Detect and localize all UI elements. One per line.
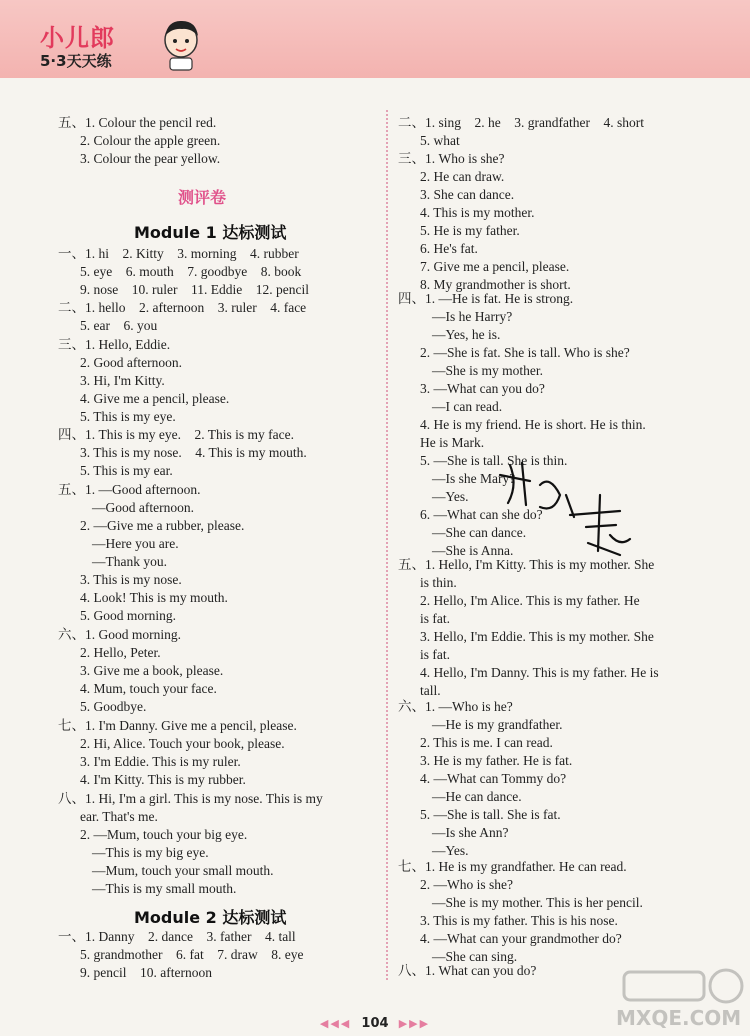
column-divider (386, 110, 388, 980)
answer-left-line: 5. This is my eye. (80, 409, 176, 424)
answer-right-line: —Is she Ann? (432, 825, 509, 840)
answer-right-line: —She can dance. (432, 525, 527, 540)
answer-right-line: 5. —She is tall. She is fat. (420, 807, 561, 822)
answer-right-line: 2. He can draw. (420, 169, 505, 184)
answer-right-line: —She is Anna. (432, 543, 514, 558)
answer-right-line: tall. (420, 683, 441, 698)
answer-left-line: 4. Mum, touch your face. (80, 681, 217, 696)
answer-left-line: 七、1. I'm Danny. Give me a pencil, please. (58, 718, 297, 733)
answer-right-line: 5. He is my father. (420, 223, 520, 238)
answer-left-line: 3. Hi, I'm Kitty. (80, 373, 165, 388)
answer-left-line: 5. This is my ear. (80, 463, 173, 478)
answer-right-line: —Yes. (432, 843, 469, 858)
answer-right-line: 3. —What can you do? (420, 381, 545, 396)
answer-left-line: —Mum, touch your small mouth. (92, 863, 274, 878)
answer-right-line: 2. —She is fat. She is tall. Who is she? (420, 345, 630, 360)
answer-right-line: —She is my mother. This is her pencil. (432, 895, 643, 910)
page-number: 104 (361, 1016, 389, 1031)
answer-right-line: 2. Hello, I'm Alice. This is my father. He (420, 593, 640, 608)
answer-left-line: 一、1. Danny 2. dance 3. father 4. tall (58, 929, 296, 944)
answer-left-line: —This is my big eye. (92, 845, 209, 860)
answer-right-line: 七、1. He is my grandfather. He can read. (398, 859, 627, 874)
answer-right-line: 四、1. —He is fat. He is strong. (398, 291, 574, 306)
answer-left-line: 9. pencil 10. afternoon (80, 965, 212, 980)
answer-right-line: —She can sing. (432, 949, 518, 964)
brand-title: 小儿郎 (40, 24, 115, 52)
answer-left-line: 二、1. hello 2. afternoon 3. ruler 4. face (58, 300, 307, 315)
answer-left-line: 5. eye 6. mouth 7. goodbye 8. book (80, 264, 302, 279)
answer-right-line: 3. He is my father. He is fat. (420, 753, 573, 768)
watermark-logo (616, 966, 750, 1036)
answer-right-line: 3. Hello, I'm Eddie. This is my mother. She (420, 629, 654, 644)
section-ceping: 测评卷 (178, 188, 227, 207)
answer-left-line: 2. —Give me a rubber, please. (80, 518, 245, 533)
section-module1: Module 1 达标测试 (134, 223, 287, 242)
answer-right-line: —Yes. (432, 489, 469, 504)
answer-right-line: 五、1. Hello, I'm Kitty. This is my mother. She (398, 557, 655, 572)
answer-right-line: —He is my grandfather. (432, 717, 563, 732)
section-module2: Module 2 达标测试 (134, 908, 287, 927)
answer-left-line: 9. nose 10. ruler 11. Eddie 12. pencil (80, 282, 309, 297)
watermark-icon (616, 966, 750, 1006)
answer-left-line: 3. Give me a book, please. (80, 663, 224, 678)
answer-left-line: 六、1. Good morning. (58, 627, 181, 642)
answer-left-line: 3. I'm Eddie. This is my ruler. (80, 754, 241, 769)
prev-arrows-icon: ◀◀◀ (319, 1017, 352, 1030)
answer-left-line: 4. Give me a pencil, please. (80, 391, 230, 406)
answer-left-line: 五、1. Colour the pencil red. (58, 115, 217, 130)
answer-right-line: —I can read. (432, 399, 503, 414)
answer-left-line: 4. I'm Kitty. This is my rubber. (80, 772, 246, 787)
answer-right-line: 4. —What can your grandmother do? (420, 931, 622, 946)
answer-left-line: 2. Hi, Alice. Touch your book, please. (80, 736, 285, 751)
answer-right-line: He is Mark. (420, 435, 485, 450)
answer-right-line: 3. This is my father. This is his nose. (420, 913, 618, 928)
answer-left-line: 3. This is my nose. 4. This is my mouth. (80, 445, 307, 460)
answer-left-line: 4. Look! This is my mouth. (80, 590, 228, 605)
answer-right-line: 六、1. —Who is he? (398, 699, 513, 714)
answer-left-line: 3. Colour the pear yellow. (80, 151, 221, 166)
answer-right-line: 3. She can dance. (420, 187, 515, 202)
answer-left-line: 八、1. Hi, I'm a girl. This is my nose. This is my (58, 791, 323, 806)
answer-right-line: 4. This is my mother. (420, 205, 535, 220)
answer-right-line: 8. My grandmother is short. (420, 277, 571, 292)
answer-left-line: 五、1. —Good afternoon. (58, 482, 201, 497)
answer-right-line: is fat. (420, 647, 450, 662)
answer-right-line: 2. —Who is she? (420, 877, 513, 892)
watermark-text: MXQE.COM (616, 1006, 742, 1030)
brand-logo (40, 14, 190, 76)
answer-left-line: 3. This is my nose. (80, 572, 182, 587)
answer-left-line: 2. Colour the apple green. (80, 133, 221, 148)
answer-right-line: 4. He is my friend. He is short. He is thin. (420, 417, 646, 432)
handwriting-scribble (470, 455, 650, 565)
answer-right-line: 八、1. What can you do? (398, 963, 537, 978)
answer-left-line: 5. Good morning. (80, 608, 176, 623)
answer-left-line: 三、1. Hello, Eddie. (58, 337, 171, 352)
answer-left-line: 2. Good afternoon. (80, 355, 182, 370)
answer-right-line: —She is my mother. (432, 363, 543, 378)
answer-left-line: —This is my small mouth. (92, 881, 237, 896)
answer-right-line: —Is he Harry? (432, 309, 513, 324)
answer-right-line: 二、1. sing 2. he 3. grandfather 4. short (398, 115, 644, 130)
answer-left-line: 四、1. This is my eye. 2. This is my face. (58, 427, 294, 442)
answer-left-line: —Thank you. (92, 554, 167, 569)
answer-left-line: —Here you are. (92, 536, 179, 551)
page-header (0, 0, 750, 78)
answer-right-line: —Is she Mary? (432, 471, 516, 486)
answer-right-line: 2. This is me. I can read. (420, 735, 553, 750)
brand-subtitle: 5·3天天练 (40, 52, 112, 70)
answer-left-line: 一、1. hi 2. Kitty 3. morning 4. rubber (58, 246, 299, 261)
answer-right-line: 三、1. Who is she? (398, 151, 505, 166)
answer-right-line: 7. Give me a pencil, please. (420, 259, 570, 274)
answer-right-line: 5. what (420, 133, 460, 148)
answer-left-line: 5. ear 6. you (80, 318, 158, 333)
answer-right-line: 4. —What can Tommy do? (420, 771, 567, 786)
answer-left-line: —Good afternoon. (92, 500, 194, 515)
answer-left-line: 5. grandmother 6. fat 7. draw 8. eye (80, 947, 304, 962)
answer-right-line: is fat. (420, 611, 450, 626)
answer-left-line: 2. —Mum, touch your big eye. (80, 827, 248, 842)
answer-right-line: —He can dance. (432, 789, 522, 804)
mascot-icon (158, 16, 204, 72)
answer-left-line: ear. That's me. (80, 809, 158, 824)
answer-right-line: 6. He's fat. (420, 241, 478, 256)
answer-right-line: —Yes, he is. (432, 327, 501, 342)
answer-right-line: is thin. (420, 575, 457, 590)
next-arrows-icon: ▶▶▶ (398, 1017, 431, 1030)
answer-right-line: 5. —She is tall. She is thin. (420, 453, 568, 468)
answer-right-line: 6. —What can she do? (420, 507, 543, 522)
answer-left-line: 5. Goodbye. (80, 699, 147, 714)
answer-right-line: 4. Hello, I'm Danny. This is my father. He is (420, 665, 659, 680)
answer-left-line: 2. Hello, Peter. (80, 645, 161, 660)
